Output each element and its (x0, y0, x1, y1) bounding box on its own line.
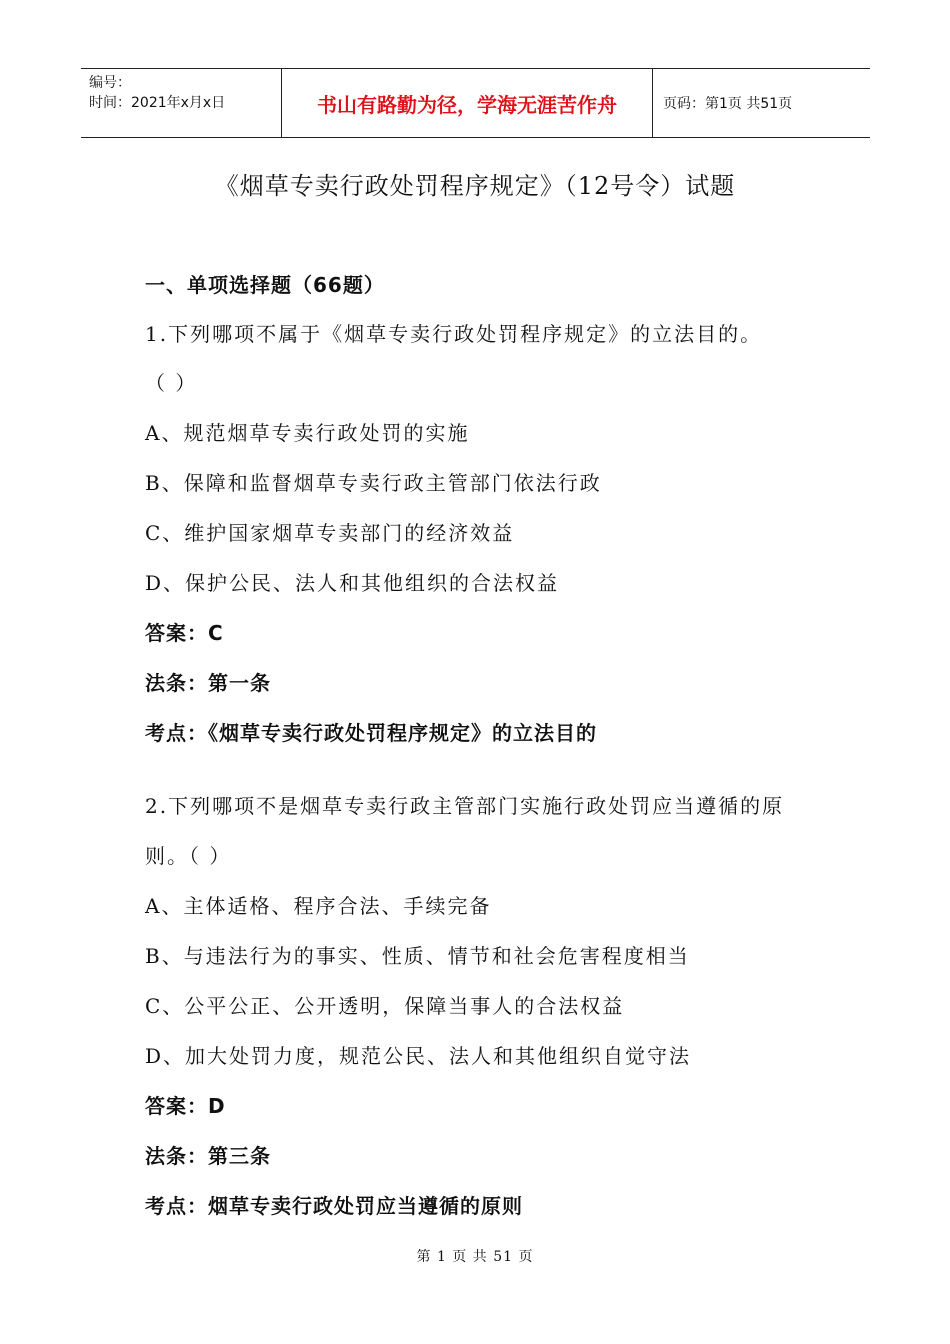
question-2-article: 法条：第三条 (145, 1144, 271, 1168)
question-1-option-c: C、维护国家烟草专卖部门的经济效益 (145, 521, 515, 545)
question-2-stem-cont: 则。（ ） (145, 844, 232, 868)
question-1-article: 法条：第一条 (145, 671, 271, 695)
question-1-stem-cont: （ ） (145, 371, 198, 395)
header-motto: 书山有路勤为径，学海无涯苦作舟 (281, 69, 653, 137)
doc-time-label: 时间：2021年x月x日 (89, 95, 226, 111)
question-1-option-a: A、规范烟草专卖行政处罚的实施 (145, 421, 470, 445)
header-page-info: 页码：第1页 共51页 (663, 96, 793, 112)
question-1-stem: 1.下列哪项不属于《烟草专卖行政处罚程序规定》的立法目的。 (145, 322, 763, 346)
question-1-option-b: B、保障和监督烟草专卖行政主管部门依法行政 (145, 471, 602, 495)
question-2-option-d: D、加大处罚力度，规范公民、法人和其他组织自觉守法 (145, 1044, 692, 1068)
question-1-answer: 答案：C (145, 621, 224, 645)
page-footer: 第 1 页 共 51 页 (416, 1249, 534, 1265)
question-1-option-d: D、保护公民、法人和其他组织的合法权益 (145, 571, 560, 595)
section-heading: 一、单项选择题（66题） (145, 273, 385, 297)
question-2-stem: 2.下列哪项不是烟草专卖行政主管部门实施行政处罚应当遵循的原 (145, 794, 785, 818)
doc-number-label: 编号： (89, 75, 131, 91)
question-2-point: 考点：烟草专卖行政处罚应当遵循的原则 (145, 1194, 523, 1218)
question-2-option-a: A、主体适格、程序合法、手续完备 (145, 894, 492, 918)
question-2-option-b: B、与违法行为的事实、性质、情节和社会危害程度相当 (145, 944, 690, 968)
question-2-option-c: C、公平公正、公开透明，保障当事人的合法权益 (145, 994, 625, 1018)
document-title: 《烟草专卖行政处罚程序规定》（12号令）试题 (214, 172, 736, 200)
header-meta (81, 69, 281, 137)
question-2-answer: 答案：D (145, 1094, 226, 1118)
question-1-point: 考点：《烟草专卖行政处罚程序规定》的立法目的 (145, 721, 597, 745)
page-header (81, 68, 870, 138)
